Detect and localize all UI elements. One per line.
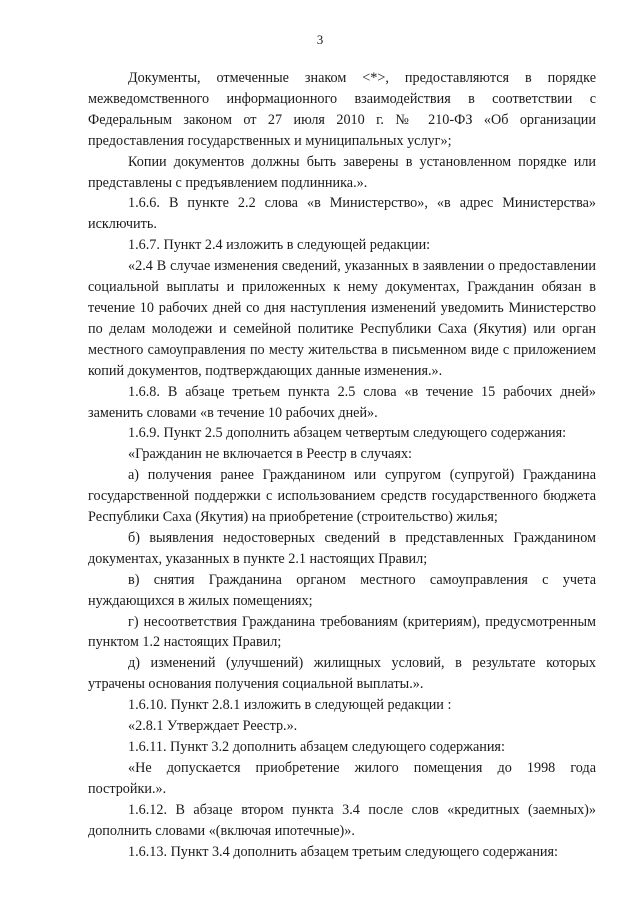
paragraph-2-4: «2.4 В случае изменения сведений, указанных в заявлении о предоставлении социальной выплаты и приложенных к нему документах, Гражданин обязан в течение 10 рабочих дней со дня наступления изменений уведомить Министерство по делам молодежи и семейной политике Республики Саха (Якутия) или орган местного самоуправления по месту жительства в письменном виде с приложением копий документов, подтверждающих данные изменения.». [88,258,596,379]
paragraph-1-6-11: 1.6.11. Пункт 3.2 дополнить абзацем следующего содержания: [128,739,505,755]
paragraph-1-6-6: 1.6.6. В пункте 2.2 слова «в Министерство», «в адрес Министерства» исключить. [88,195,596,233]
paragraph-documents-note: Документы, отмеченные знаком <*>, предоставляются в порядке межведомственного информационного взаимодействия в соответствии с Федеральным законом от 27 июля 2010 г. № 210-ФЗ «Об организации предоставления государственных и муниципальных услуг»; [88,70,596,149]
paragraph-1-6-10: 1.6.10. Пункт 2.8.1 изложить в следующей редакции : [128,697,452,714]
paragraph-item-d: д) изменений (улучшений) жилищных условий, в результате которых утрачены основания получения социальной выплаты.». [88,655,596,693]
paragraph-1998: «Не допускается приобретение жилого помещения до 1998 года постройки.». [88,759,596,797]
paragraph-1-6-9: 1.6.9. Пункт 2.5 дополнить абзацем четвертым следующего содержания: [128,425,567,442]
paragraph-item-g: г) несоответствия Гражданина требованиям (критериям), предусмотренным пунктом 1.2 настоящих Правил; [88,613,596,651]
paragraph-1-6-8: 1.6.8. В абзаце третьем пункта 2.5 слова «в течение 15 рабочих дней» заменить словами «в течение 10 рабочих дней». [88,383,596,421]
paragraph-2-8-1: «2.8.1 Утверждает Реестр.». [128,718,298,735]
paragraph-item-v: в) снятия Гражданина органом местного самоуправления с учета нуждающихся в жилых помещениях; [88,571,596,609]
paragraph-item-a: а) получения ранее Гражданином или супругом (супругой) Гражданина государственной поддержки с использованием средств государственного бюджета Республики Саха (Якутия) на приобретение (строительство) жилья; [88,467,596,526]
page-number: 3 [316,32,324,47]
document-body [88,68,596,862]
paragraph-1-6-13: 1.6.13. Пункт 3.4 дополнить абзацем третьим следующего содержания: [128,843,558,860]
paragraph-registry-cases: «Гражданин не включается в Реестр в случаях: [128,446,412,463]
paragraph-1-6-12: 1.6.12. В абзаце втором пункта 3.4 после слов «кредитных (заемных)» дополнить словами «(включая ипотечные)». [88,801,596,839]
paragraph-1-6-7: 1.6.7. Пункт 2.4 изложить в следующей редакции: [128,237,431,254]
paragraph-copies: Копии документов должны быть заверены в установленном порядке или представлены с предъявлением подлинника.». [88,153,596,191]
paragraph-item-b: б) выявления недостоверных сведений в представленных Гражданином документах, указанных в пункте 2.1 настоящих Правил; [88,529,596,567]
